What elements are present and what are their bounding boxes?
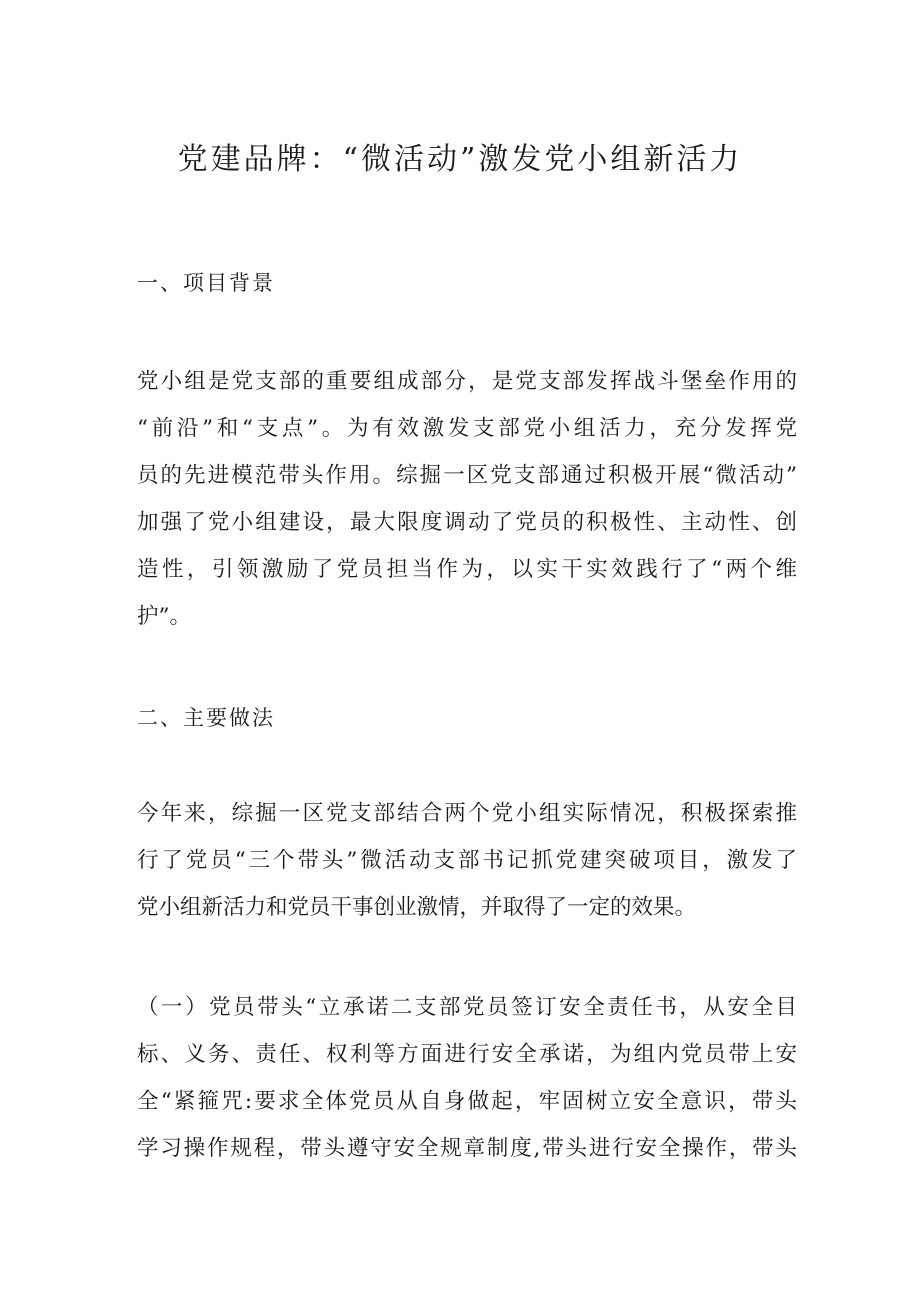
- paragraph-line: 加强了党小组建设，最大限度调动了党员的积极性、主动性、创: [137, 510, 797, 535]
- paragraph-overview: [137, 790, 797, 931]
- paragraph-line: 行了党员“三个带头”微活动支部书记抓党建突破项目，激发了: [137, 848, 797, 873]
- paragraph-commitment: [137, 984, 797, 1172]
- paragraph-line: 标、义务、责任、权利等方面进行安全承诺，为组内党员带上安: [137, 1042, 797, 1067]
- paragraph-line: 今年来，综掘一区党支部结合两个党小组实际情况，积极探索推: [137, 801, 797, 826]
- paragraph-line: 党小组是党支部的重要组成部分，是党支部发挥战斗堡垒作用的: [137, 369, 797, 394]
- paragraph-line: 造性，引领激励了党员担当作为，以实干实效践行了“两个维: [137, 557, 797, 582]
- document-title: 党建品牌：“微活动”激发党小组新活力: [177, 142, 743, 177]
- paragraph-line: 党小组新活力和党员干事创业激情，并取得了一定的效果。: [137, 895, 697, 920]
- paragraph-line: 全“紧箍咒:要求全体党员从自身做起，牢固树立安全意识，带头: [137, 1089, 797, 1114]
- section-heading-background: 一、项目背景: [137, 271, 275, 295]
- section-heading-methods: 二、主要做法: [137, 706, 275, 730]
- paragraph-line: 学习操作规程，带头遵守安全规章制度,带头进行安全操作，带头: [137, 1136, 797, 1161]
- paragraph-line: “前沿”和“支点”。为有效激发支部党小组活力，充分发挥党: [137, 416, 797, 441]
- paragraph-line: 员的先进模范带头作用。综掘一区党支部通过积极开展“微活动”: [137, 463, 797, 488]
- paragraph-line: 护”。: [137, 604, 191, 629]
- paragraph-line: （一）党员带头“立承诺二支部党员签订安全责任书，从安全目: [137, 995, 797, 1020]
- paragraph-background: [137, 358, 797, 640]
